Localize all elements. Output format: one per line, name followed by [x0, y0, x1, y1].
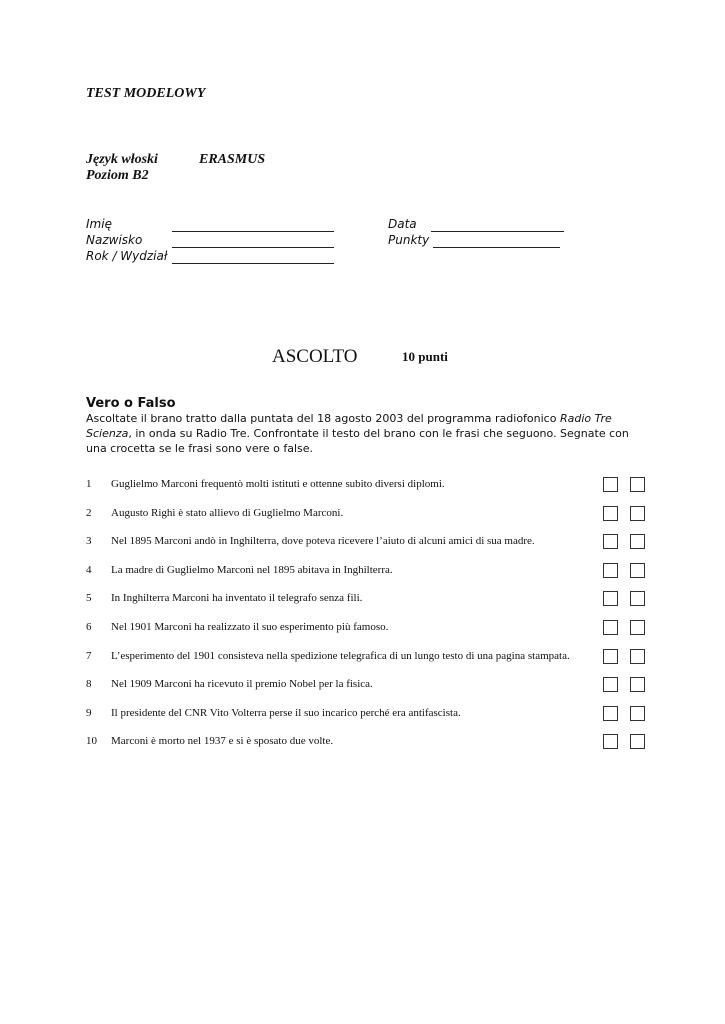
false-checkbox[interactable]	[630, 649, 645, 664]
question-number: 10	[86, 735, 97, 748]
question-number: 3	[86, 535, 92, 548]
false-checkbox[interactable]	[630, 506, 645, 521]
true-checkbox[interactable]	[603, 649, 618, 664]
program-name: Radio Tre Scienza	[86, 412, 612, 440]
exercise-instructions	[86, 411, 646, 456]
false-checkbox[interactable]	[630, 563, 645, 578]
question-number: 4	[86, 563, 92, 576]
instructions-part-2: , in onda su Radio Tre. Confrontate il testo del brano con le frasi che seguono. Segnate con una crocetta se le frasi sono vere o false.	[86, 427, 629, 455]
false-checkbox[interactable]	[630, 477, 645, 492]
false-checkbox[interactable]	[630, 620, 645, 635]
section-title: ASCOLTO	[272, 346, 358, 367]
question-number: 7	[86, 649, 92, 662]
program-label: ERASMUS	[199, 152, 266, 167]
question-number: 5	[86, 592, 92, 605]
question-number: 8	[86, 678, 92, 691]
exercise-title: Vero o Falso	[86, 396, 176, 411]
name-line[interactable]	[172, 231, 334, 232]
date-line[interactable]	[431, 231, 564, 232]
question-number: 9	[86, 706, 92, 719]
surname-line[interactable]	[172, 247, 334, 248]
true-checkbox[interactable]	[603, 706, 618, 721]
instructions-part-1: Ascoltate il brano tratto dalla puntata del 18 agosto 2003 del programma radiofonico	[86, 412, 560, 425]
section-points: 10 punti	[402, 349, 448, 364]
true-checkbox[interactable]	[603, 534, 618, 549]
level-label: Poziom B2	[86, 168, 149, 183]
true-checkbox[interactable]	[603, 677, 618, 692]
true-checkbox[interactable]	[603, 563, 618, 578]
question-text: Guglielmo Marconi frequentò molti istituti e ottenne subito diversi diplomi.	[111, 478, 445, 490]
document-title: TEST MODELOWY	[86, 86, 206, 101]
true-checkbox[interactable]	[603, 734, 618, 749]
date-label: Data	[388, 217, 417, 231]
true-checkbox[interactable]	[603, 506, 618, 521]
question-text: Nel 1895 Marconi andò in Inghilterra, dove poteva ricevere l’aiuto di alcuni amici di sua madre.	[111, 535, 535, 548]
points-label: Punkty	[388, 233, 430, 247]
true-checkbox[interactable]	[603, 477, 618, 492]
year-faculty-label: Rok / Wydział	[86, 249, 168, 263]
name-label: Imię	[86, 217, 112, 231]
question-text: Il presidente del CNR Vito Volterra perse il suo incarico perché era antifascista.	[111, 706, 461, 719]
year-faculty-line[interactable]	[172, 263, 334, 264]
question-text: In Inghilterra Marconi ha inventato il telegrafo senza fili.	[111, 592, 363, 605]
question-number: 1	[86, 478, 92, 490]
question-text: L’esperimento del 1901 consisteva nella spedizione telegrafica di un lungo testo di una pagina stampata.	[111, 649, 570, 662]
false-checkbox[interactable]	[630, 734, 645, 749]
question-number: 6	[86, 621, 92, 633]
language-label: Język włoski	[86, 152, 158, 167]
false-checkbox[interactable]	[630, 677, 645, 692]
question-text: Nel 1901 Marconi ha realizzato il suo esperimento più famoso.	[111, 621, 389, 633]
false-checkbox[interactable]	[630, 534, 645, 549]
question-text: La madre di Guglielmo Marconi nel 1895 abitava in Inghilterra.	[111, 563, 393, 576]
surname-label: Nazwisko	[86, 233, 143, 247]
true-checkbox[interactable]	[603, 591, 618, 606]
false-checkbox[interactable]	[630, 706, 645, 721]
false-checkbox[interactable]	[630, 591, 645, 606]
true-checkbox[interactable]	[603, 620, 618, 635]
question-text: Nel 1909 Marconi ha ricevuto il premio Nobel per la fisica.	[111, 678, 373, 691]
points-line[interactable]	[433, 247, 560, 248]
question-text: Marconi è morto nel 1937 e si è sposato due volte.	[111, 735, 334, 748]
question-number: 2	[86, 506, 92, 519]
question-text: Augusto Righi è stato allievo di Guglielmo Marconi.	[111, 506, 344, 519]
